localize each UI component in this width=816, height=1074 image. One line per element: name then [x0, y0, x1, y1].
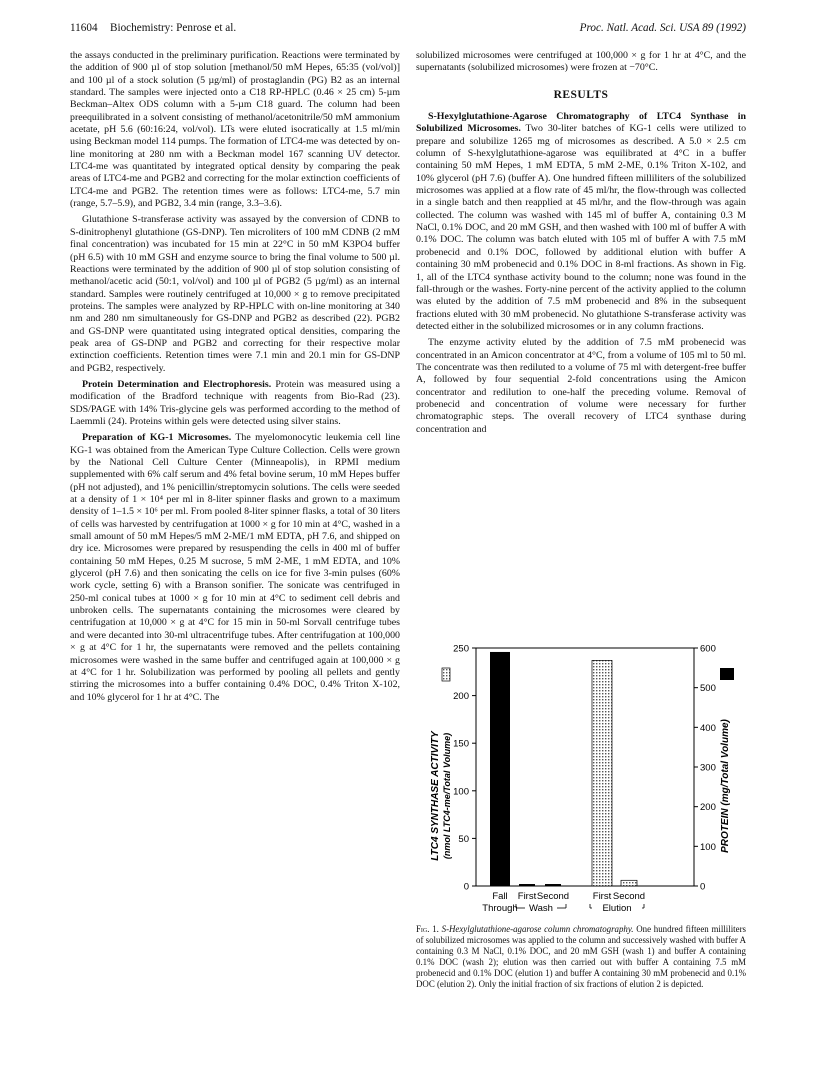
group-label: Wash [529, 903, 553, 914]
right-column [416, 50, 746, 436]
chart-axes [442, 644, 734, 915]
group-label: Elution [602, 903, 632, 914]
left-axis-subtitle: (nmol LTC4-me/Total Volume) [442, 732, 452, 860]
left-tick-label: 0 [463, 881, 469, 893]
paragraph-text: Protein was measured using a modification of the Bradford technique with reagents from Bio-Rad (23). SDS/PAGE with 14% Tris-glycine gels was performed according to the method of Laemmli (24). Proteins within gels were detected using silver stains. [70, 378, 400, 427]
left-tick-label: 200 [453, 691, 469, 703]
figure-caption [416, 924, 746, 990]
bar-chart [416, 636, 746, 926]
figure-1 [416, 636, 746, 926]
left-tick-label: 250 [453, 643, 469, 655]
category-label: First [517, 891, 537, 902]
right-tick-label: 300 [700, 762, 716, 774]
category-label: Second [612, 891, 646, 902]
paragraph [70, 432, 400, 704]
activity-bar [592, 660, 612, 886]
category-label: Fall [492, 891, 508, 902]
section-heading: Protein Determination and Electrophoresis. [82, 378, 272, 390]
legend-swatch-activity [442, 668, 450, 681]
left-axis-title: LTC4 SYNTHASE ACTIVITY [430, 731, 441, 861]
right-tick-label: 600 [700, 643, 716, 655]
protein-bar [490, 652, 510, 886]
left-tick-label: 50 [458, 833, 469, 845]
chart-bars [490, 652, 637, 886]
left-column [70, 50, 400, 704]
paragraph: Glutathione S-transferase activity was assayed by the conversion of CDNB to S-dinitrophenyl glutathione (GS-DNP). Ten microliters of 100 mM CDNB (2 mM final concentration) was incubated for 15 min at 22°C in 50 mM K3PO4 buffer (pH 6.5) with 10 mM GSH and enzyme source to bring the final volume to 500 µl. Reactions were terminated by the addition of 900 µl of stop solution consisting of methanol/acetic acid (50:1, vol/vol) and 100 µl of PGB2 (5 µg/ml) as an internal standard. Samples were routinely centrifuged at 10,000 × g to remove precipitated proteins. The samples were analyzed by RP-HPLC with on-line monitoring at 340 nm and 280 nm simultaneously for GS-DNP and PGB2 as described (22). PGB2 and GS-DNP were quantitated using integrated optical densities, comparing the peak area of GS-DNP and PGB2 and correcting for their respective molar extinction coefficients. Retention times were 7.1 min and 20.1 min for GS-DNP and PGB2, respectively. [70, 214, 400, 374]
paragraph [416, 111, 746, 333]
activity-bar [621, 880, 637, 886]
right-tick-label: 100 [700, 841, 716, 853]
caption-title: S-Hexylglutathione-agarose column chromatography. [441, 924, 634, 934]
section-heading: S-Hexylglutathione-Agarose Chromatography of LTC4 Synthase in Solubilized Microsomes. [416, 111, 746, 135]
right-axis-title: PROTEIN (mg/Total Volume) [720, 719, 731, 853]
right-tick-label: 200 [700, 802, 716, 814]
protein-bar [545, 884, 561, 886]
paragraph [70, 379, 400, 428]
right-tick-label: 400 [700, 722, 716, 734]
protein-bar [519, 884, 535, 886]
category-label: Second [536, 891, 570, 902]
paragraph-text: Two 30-liter batches of KG-1 cells were utilized to prepare and solubilize 1265 mg of microsomes as described. A 5.0 × 2.5 cm column of S-hexylglutathione-agarose was equilibrated at 4°C in a buffer containing 50 mM Hepes, 1 mM EDTA, 5 mM 2-ME, 0.1% Triton X-102, and 10% glycerol (pH 7.6) (buffer A). One hundred fifteen milliliters of the solubilized microsomes was applied at a flow rate of 45 ml/hr, the flow-through was collected in a single batch and then reapplied at 45 ml/hr, and the flow-through was again collected. The column was washed with 145 ml of buffer A, containing 0.3 M NaCl, 0.1% DOC, and 20 mM GSH, and then washed with 100 ml of buffer A with 0.1% DOC. The column was batch eluted with 105 ml of buffer A with 7.5 mM probenecid and 0.1% DOC, followed by additional elution with buffer A containing 30 mM probenecid and 0.1% DOC in 8-ml fractions. As shown in Fig. 1, all of the LTC4 synthase activity bound to the column; none was found in the fall-through or the washes. Forty-nine percent of the activity applied to the column was eluted by the addition of 7.5 mM probenecid and 8% in the subsequent fractions eluted with 30 mM probenecid. No glutathione S-transferase activity was detected either in the solubilized microsomes or in any column fractions. [416, 123, 747, 332]
paragraph: the assays conducted in the preliminary purification. Reactions were terminated by the addition of 900 µl of stop solution [methanol/50 mM Hepes, 65:35 (vol/vol)] and 100 µl of a stock solution (5 µg/ml) of prostaglandin (PG) B2 as an internal standard. The samples were injected onto a C18 RP-HPLC (0.46 × 25 cm) 5-µm Beckman–Altex ODS column with a 5-µm C18 guard. The column had been preequilibrated in a solvent consisting of methanol/acetonitrile/50 mM ammonium acetate, pH 5.6 (60:16:24, vol/vol). LTs were eluted isocratically at 1.5 ml/min using Beckman model 114 pumps. The formation of LTC4-me was detected by on-line monitoring at 280 nm with a Beckman model 167 scanning UV detector. LTC4-me was quantitated by integrated optical density by comparing the peak areas of LTC4-me and PGB2 and correcting for the molar extinction coefficients of LTC4-me and PGB2. The retention times were as follows: LTC4-me, 5.7 min (range, 5.7–5.9), and PGB2, 3.4 min (range, 3.3–3.6). [70, 50, 400, 210]
running-head: Biochemistry: Penrose et al. [110, 22, 237, 34]
legend-swatch-protein [720, 668, 734, 680]
paragraph: solubilized microsomes were centrifuged at 100,000 × g for 1 hr at 4°C, and the supernatants (solubilized microsomes) were frozen at −70°C. [416, 50, 746, 74]
caption-label: Fig. 1. [416, 924, 439, 934]
right-tick-label: 500 [700, 683, 716, 695]
section-heading: Preparation of KG-1 Microsomes. [82, 432, 232, 444]
left-tick-label: 150 [453, 738, 469, 750]
left-tick-label: 100 [453, 786, 469, 798]
paragraph-text: The myelomonocytic leukemia cell line KG-1 was obtained from the American Type Culture Collection. Cells were grown by the National Cell Culture Center (Minneapolis), in RPMI medium supplemented with 6% calf serum and 4% fetal bovine serum, 10 mM Hepes buffer (pH not adjusted), and 1% penicillin/streptomycin solutions. The cells were seeded at a density of 1 × 10⁴ per ml in 8-liter spinner flasks and grown to a maximum density of 1–1.5 × 10⁶ per ml. From pooled 8-liter spinner flasks, a total of 30 liters of cells was harvested by centrifugation at 1000 × g for 10 min at 4°C, washed in a small amount of 50 mM Hepes/5 mM 2-ME/1 mM EDTA, pH 7.6, and shipped on dry ice. Microsomes were prepared by resuspending the cells in 400 ml of buffer containing 50 mM Hepes, 0.25 M sucrose, 5 mM 2-ME, 1 mM EDTA, and 10% glycerol (pH 7.6) and then sonicating the cells on ice for five 3-min pulses (60% work cycle, setting 6) with a Branson sonifier. The sonicate was centrifuged in 250-ml conical tubes at 1000 × g for 10 min at 4°C to sediment cell debris and unbroken cells. The supernatants containing the microsomes were cleared by centrifugation at 10,000 × g at 4°C for 15 min in 50-ml Sorvall centrifuge tubes and were decanted into 30-ml ultracentrifuge tubes. After centrifugation at 100,000 × g at 4°C for 1 hr, the supernatants were removed and the pellets containing microsomes were washed in the same buffer and centrifuged again at 100,000 × g at 4°C for 1 hr. Solubilization was performed by pooling all pellets and gently stirring the microsomes into a buffer containing 0.4% DOC, 0.4% Triton X-102, and 10% glycerol for 1 hr at 4°C. The [70, 432, 401, 703]
category-label: Through [482, 903, 518, 914]
category-label: First [592, 891, 612, 902]
results-heading: RESULTS [553, 88, 609, 101]
page-number: 11604 [70, 22, 98, 34]
page-header [70, 22, 746, 38]
right-tick-label: 0 [700, 881, 706, 893]
journal-citation: Proc. Natl. Acad. Sci. USA 89 (1992) [579, 22, 746, 34]
paragraph: The enzyme activity eluted by the addition of 7.5 mM probenecid was concentrated in an Amicon concentrator at 4°C, from a volume of 105 ml to 50 ml. The concentrate was then rediluted to a volume of 75 ml with detergent-free buffer A, followed by four sequential 2-fold concentrations using the Amicon concentrator and redilution to one-half the preceding volume. Removal of probenecid and concentration of volume were necessary for further chromatographic steps. The overall recovery of LTC4 synthase during concentration and [416, 337, 746, 435]
caption-text: One hundred fifteen milliliters of solubilized microsomes was applied to the column and successively washed with buffer A containing 0.3 M NaCl, 0.1% DOC, and 20 mM GSH (wash 1) and buffer A containing 0.1% DOC (wash 2); elution was then carried out with buffer A containing 7.5 mM probenecid and 0.1% DOC (elution 1) and buffer A containing 30 mM probenecid and 0.1% DOC (elution 2). Only the initial fraction of six fractions of elution 2 is depicted. [416, 924, 746, 989]
